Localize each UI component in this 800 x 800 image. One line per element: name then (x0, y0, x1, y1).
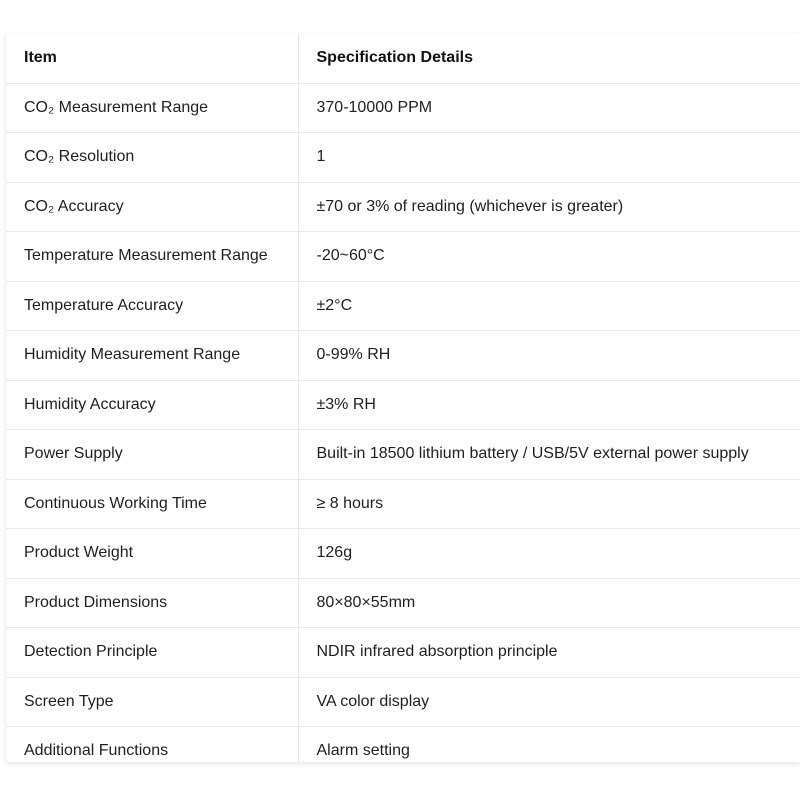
table-row (6, 182, 800, 232)
spec-table (6, 34, 800, 762)
table-row (6, 479, 800, 529)
row-spec-cell: VA color display (298, 677, 800, 727)
row-item-cell: Detection Principle (6, 628, 298, 678)
row-item-cell: Power Supply (6, 430, 298, 480)
table-row (6, 529, 800, 579)
table-row (6, 578, 800, 628)
row-item-cell: Humidity Measurement Range (6, 331, 298, 381)
table-row (6, 430, 800, 480)
table-row (6, 281, 800, 331)
spec-table-card (6, 34, 800, 762)
row-item-cell: Product Dimensions (6, 578, 298, 628)
row-item-cell: Additional Functions (24, 742, 169, 760)
table-row (6, 83, 800, 133)
row-item-cell: Temperature Accuracy (6, 281, 298, 331)
row-item-cell: Continuous Working Time (6, 479, 298, 529)
header-item: Item (6, 34, 298, 83)
table-row (6, 380, 800, 430)
row-spec-cell: 370-10000 PPM (298, 83, 800, 133)
table-row (6, 628, 800, 678)
row-spec-cell: Built-in 18500 lithium battery / USB/5V external power supply (298, 430, 800, 480)
table-row (6, 677, 800, 727)
row-item-cell: Humidity Accuracy (6, 380, 298, 430)
row-item-cell: CO₂ Resolution (6, 133, 298, 183)
row-spec-cell: ±2°C (298, 281, 800, 331)
row-spec-cell: 126g (298, 529, 800, 579)
table-row (6, 727, 800, 763)
table-row (6, 232, 800, 282)
row-spec-cell: ±3% RH (298, 380, 800, 430)
row-spec-cell: NDIR infrared absorption principle (298, 628, 800, 678)
table-row (6, 331, 800, 381)
table-row (6, 133, 800, 183)
row-item-cell: CO₂ Accuracy (6, 182, 298, 232)
table-header-row (6, 34, 800, 83)
row-item-cell: Temperature Measurement Range (6, 232, 298, 282)
row-spec-cell: 0-99% RH (298, 331, 800, 381)
row-spec-cell: 80×80×55mm (298, 578, 800, 628)
row-spec-cell: -20~60°C (298, 232, 800, 282)
row-item-cell: Product Weight (6, 529, 298, 579)
row-spec-cell: ±70 or 3% of reading (whichever is greater) (298, 182, 800, 232)
row-spec-cell: 1 (298, 133, 800, 183)
row-spec-cell: Alarm setting (298, 727, 800, 763)
header-specification-details: Specification Details (298, 34, 800, 83)
row-item-cell: Screen Type (6, 677, 298, 727)
row-item-cell: CO₂ Measurement Range (6, 83, 298, 133)
row-spec-cell: ≥ 8 hours (298, 479, 800, 529)
